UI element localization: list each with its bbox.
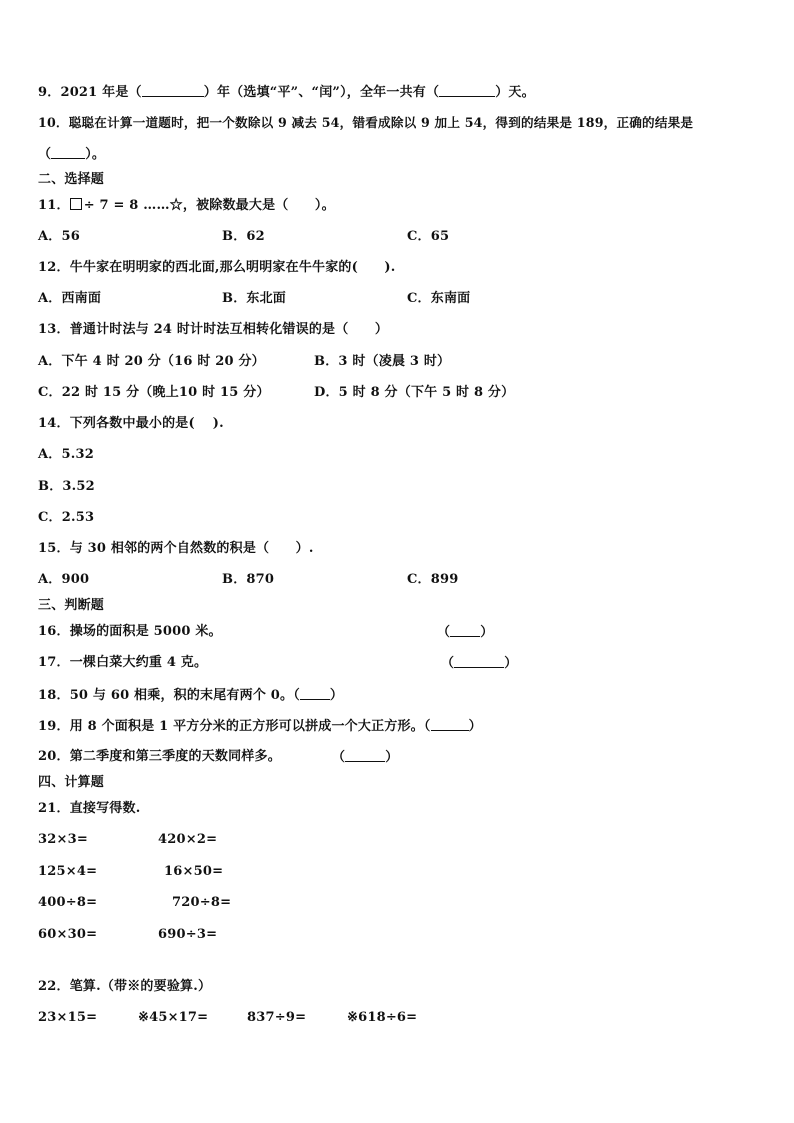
q11-option-a[interactable]: A．56 bbox=[38, 229, 80, 244]
calc-item: 23×15= bbox=[38, 1010, 98, 1025]
q11-option-c[interactable]: C．65 bbox=[407, 229, 450, 244]
section-heading-calc: 四、计算题 bbox=[38, 775, 105, 790]
q17-answer bbox=[441, 655, 517, 672]
answer-blank[interactable] bbox=[454, 655, 504, 668]
q18-text: 18．50 与 60 相乘，积的末尾有两个 0。（ bbox=[38, 688, 300, 703]
q17-close-paren: ） bbox=[504, 656, 518, 671]
calc-item: 125×4= bbox=[38, 864, 98, 879]
q11-text: ÷ 7 = 8 ……☆，被除数最大是（ ）。 bbox=[83, 198, 335, 213]
calc-item: 400÷8= bbox=[38, 895, 98, 910]
answer-blank[interactable] bbox=[439, 84, 495, 97]
calc-item: 32×3= bbox=[38, 832, 88, 847]
q9-text-c: ）天。 bbox=[495, 85, 535, 100]
q20-answer bbox=[332, 749, 398, 766]
question-9 bbox=[38, 84, 535, 101]
q17-open-paren: （ bbox=[441, 656, 455, 671]
q11-number: 11． bbox=[38, 198, 70, 213]
q13-option-b[interactable]: B．3 时（凌晨 3 时） bbox=[314, 354, 451, 369]
q16-open-paren: （ bbox=[437, 625, 451, 640]
q15-option-b[interactable]: B．870 bbox=[222, 572, 275, 587]
calc-item: ※618÷6= bbox=[347, 1010, 418, 1025]
q19-close-paren: ） bbox=[468, 719, 482, 734]
q19-text: 19．用 8 个面积是 1 平方分米的正方形可以拼成一个大正方形。（ bbox=[38, 719, 431, 734]
answer-blank[interactable] bbox=[300, 687, 330, 700]
q12-option-a[interactable]: A．西南面 bbox=[38, 291, 102, 306]
calc-item: 420×2= bbox=[158, 832, 218, 847]
question-10-answer-line bbox=[38, 146, 105, 163]
question-18 bbox=[38, 687, 343, 704]
question-12: 12．牛牛家在明明家的西北面,那么明明家在牛牛家的( ). bbox=[38, 260, 396, 275]
q9-text-b: ）年（选填“平”、“闰”），全年一共有（ bbox=[203, 85, 440, 100]
question-21: 21．直接写得数. bbox=[38, 801, 141, 816]
q15-option-c[interactable]: C．899 bbox=[407, 572, 459, 587]
q10-close-paren: ）。 bbox=[85, 147, 106, 162]
question-17: 17．一棵白菜大约重 4 克。 bbox=[38, 655, 208, 670]
answer-blank[interactable] bbox=[345, 749, 385, 762]
calc-item: 60×30= bbox=[38, 927, 98, 942]
q14-option-b[interactable]: B．3.52 bbox=[38, 479, 95, 494]
q12-option-c[interactable]: C．东南面 bbox=[407, 291, 471, 306]
q9-text-a: 9．2021 年是（ bbox=[38, 85, 142, 100]
q16-close-paren: ） bbox=[480, 625, 494, 640]
question-10: 10．聪聪在计算一道题时，把一个数除以 9 减去 54，错看成除以 9 加上 54，得到的结果是 189，正确的结果是 bbox=[38, 115, 694, 130]
answer-blank[interactable] bbox=[51, 146, 85, 159]
q11-option-b[interactable]: B．62 bbox=[222, 229, 265, 244]
question-16: 16．操场的面积是 5000 米。 bbox=[38, 624, 222, 639]
q16-answer bbox=[437, 624, 493, 641]
q15-option-a[interactable]: A．900 bbox=[38, 572, 90, 587]
q14-option-c[interactable]: C．2.53 bbox=[38, 510, 95, 525]
q13-option-a[interactable]: A．下午 4 时 20 分（16 时 20 分） bbox=[38, 354, 265, 369]
q20-open-paren: （ bbox=[332, 750, 346, 765]
question-22: 22．笔算.（带※的要验算.） bbox=[38, 979, 212, 994]
section-heading-judge: 三、判断题 bbox=[38, 598, 105, 613]
answer-blank[interactable] bbox=[142, 84, 204, 97]
question-14: 14．下列各数中最小的是( ). bbox=[38, 416, 224, 431]
answer-blank[interactable] bbox=[431, 718, 469, 731]
q20-close-paren: ） bbox=[385, 750, 399, 765]
calc-item: 16×50= bbox=[164, 864, 224, 879]
answer-blank[interactable] bbox=[450, 624, 480, 637]
calc-item: 720÷8= bbox=[172, 895, 232, 910]
q14-option-a[interactable]: A．5.32 bbox=[38, 447, 94, 462]
question-20: 20．第二季度和第三季度的天数同样多。 bbox=[38, 749, 281, 764]
section-heading-choice: 二、选择题 bbox=[38, 172, 105, 187]
square-box-icon bbox=[70, 198, 82, 210]
q13-option-c[interactable]: C．22 时 15 分（晚上10 时 15 分） bbox=[38, 385, 270, 400]
calc-item: ※45×17= bbox=[138, 1010, 209, 1025]
q13-option-d[interactable]: D．5 时 8 分（下午 5 时 8 分） bbox=[314, 385, 515, 400]
q12-option-b[interactable]: B．东北面 bbox=[222, 291, 286, 306]
question-11 bbox=[38, 198, 335, 214]
question-19 bbox=[38, 718, 482, 735]
calc-item: 690÷3= bbox=[158, 927, 218, 942]
question-13: 13．普通计时法与 24 时计时法互相转化错误的是（ ） bbox=[38, 322, 389, 337]
q10-open-paren: （ bbox=[38, 147, 52, 162]
calc-item: 837÷9= bbox=[247, 1010, 307, 1025]
q18-close-paren: ） bbox=[329, 688, 344, 703]
question-15: 15．与 30 相邻的两个自然数的积是（ ）. bbox=[38, 541, 314, 556]
